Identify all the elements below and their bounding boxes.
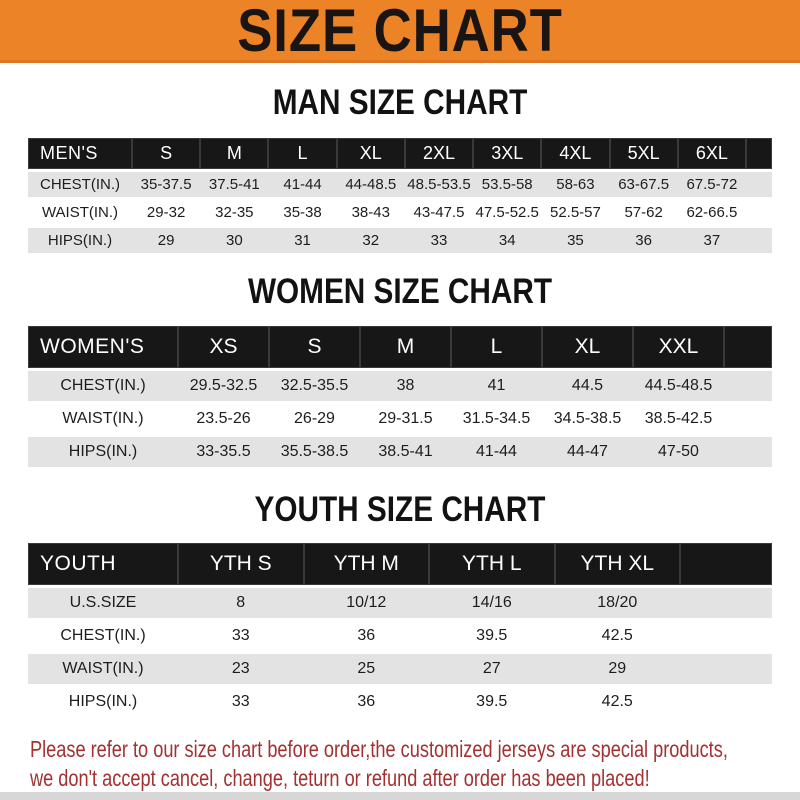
- size-value-cell: 27: [429, 654, 555, 684]
- size-column-header: 6XL: [678, 138, 746, 169]
- size-value-cell: 58-63: [541, 172, 609, 197]
- size-value-cell: 23: [178, 654, 304, 684]
- size-value-cell: 37: [678, 228, 746, 253]
- size-value-cell: 34: [473, 228, 541, 253]
- row-filler: [680, 687, 772, 717]
- women-size-chart-section: [0, 272, 800, 469]
- table-header-label: WOMEN'S: [28, 326, 178, 368]
- row-filler: [680, 621, 772, 651]
- size-value-cell: 29.5-32.5: [178, 371, 269, 401]
- row-label: WAIST(IN.): [28, 404, 178, 434]
- measurement-row: [28, 371, 772, 401]
- size-column-header: XS: [178, 326, 269, 368]
- size-column-header: 2XL: [405, 138, 473, 169]
- women-size-chart-heading: WOMEN SIZE CHART: [247, 272, 553, 312]
- size-value-cell: 38.5-41: [360, 437, 451, 467]
- size-value-cell: 32: [337, 228, 405, 253]
- row-filler: [680, 588, 772, 618]
- row-filler: [680, 654, 772, 684]
- row-filler: [746, 200, 772, 225]
- size-column-header: L: [268, 138, 336, 169]
- size-column-header: S: [269, 326, 360, 368]
- size-value-cell: 41-44: [451, 437, 542, 467]
- size-value-cell: 41: [451, 371, 542, 401]
- size-value-cell: 36: [610, 228, 678, 253]
- table-header-label: YOUTH: [28, 543, 178, 585]
- measurement-row: [28, 172, 772, 197]
- size-value-cell: 44-47: [542, 437, 633, 467]
- row-label: WAIST(IN.): [28, 654, 178, 684]
- footer-line-2: we don't accept cancel, change, teturn or refund after order has been placed!: [30, 764, 650, 791]
- size-value-cell: 38-43: [337, 200, 405, 225]
- size-column-header: XL: [337, 138, 405, 169]
- size-column-header: YTH L: [429, 543, 555, 585]
- size-value-cell: 29-31.5: [360, 404, 451, 434]
- size-column-header: 3XL: [473, 138, 541, 169]
- size-column-header: XL: [542, 326, 633, 368]
- row-label: U.S.SIZE: [28, 588, 178, 618]
- size-value-cell: 31.5-34.5: [451, 404, 542, 434]
- size-value-cell: 47.5-52.5: [473, 200, 541, 225]
- measurement-row: [28, 437, 772, 467]
- size-value-cell: 30: [200, 228, 268, 253]
- man-size-chart-section: [0, 83, 800, 256]
- size-value-cell: 29-32: [132, 200, 200, 225]
- row-filler: [746, 228, 772, 253]
- size-value-cell: 33: [178, 687, 304, 717]
- size-value-cell: 35: [541, 228, 609, 253]
- size-column-header: M: [200, 138, 268, 169]
- size-chart-banner: [0, 0, 800, 63]
- row-label: CHEST(IN.): [28, 172, 132, 197]
- size-value-cell: 31: [268, 228, 336, 253]
- header-filler: [746, 138, 772, 169]
- size-column-header: YTH M: [304, 543, 430, 585]
- size-value-cell: 44.5: [542, 371, 633, 401]
- size-value-cell: 36: [304, 621, 430, 651]
- size-value-cell: 26-29: [269, 404, 360, 434]
- size-column-header: 5XL: [610, 138, 678, 169]
- size-value-cell: 23.5-26: [178, 404, 269, 434]
- size-value-cell: 35-38: [268, 200, 336, 225]
- size-table-header-row: [28, 138, 772, 169]
- row-label: HIPS(IN.): [28, 687, 178, 717]
- size-value-cell: 34.5-38.5: [542, 404, 633, 434]
- youth-size-chart-heading: YOUTH SIZE CHART: [254, 489, 546, 529]
- size-value-cell: 33-35.5: [178, 437, 269, 467]
- size-value-cell: 57-62: [610, 200, 678, 225]
- size-column-header: XXL: [633, 326, 724, 368]
- measurement-row: [28, 404, 772, 434]
- row-label: HIPS(IN.): [28, 228, 132, 253]
- size-value-cell: 44-48.5: [337, 172, 405, 197]
- size-value-cell: 18/20: [555, 588, 681, 618]
- size-value-cell: 53.5-58: [473, 172, 541, 197]
- size-value-cell: 38: [360, 371, 451, 401]
- row-label: WAIST(IN.): [28, 200, 132, 225]
- size-column-header: S: [132, 138, 200, 169]
- size-value-cell: 67.5-72: [678, 172, 746, 197]
- row-filler: [724, 371, 772, 401]
- size-column-header: YTH XL: [555, 543, 681, 585]
- women-size-table: [28, 323, 772, 470]
- size-value-cell: 44.5-48.5: [633, 371, 724, 401]
- size-value-cell: 14/16: [429, 588, 555, 618]
- man-size-table: [28, 135, 772, 256]
- size-value-cell: 29: [555, 654, 681, 684]
- size-value-cell: 63-67.5: [610, 172, 678, 197]
- size-table-header-row: [28, 543, 772, 585]
- footer-line-1: Please refer to our size chart before order,the customized jerseys are special products,: [30, 735, 728, 762]
- size-column-header: 4XL: [541, 138, 609, 169]
- size-value-cell: 41-44: [268, 172, 336, 197]
- size-table-header-row: [28, 326, 772, 368]
- size-value-cell: 32-35: [200, 200, 268, 225]
- footer-note: [0, 736, 800, 791]
- row-filler: [746, 172, 772, 197]
- size-value-cell: 25: [304, 654, 430, 684]
- measurement-row: [28, 687, 772, 717]
- header-filler: [680, 543, 772, 585]
- size-value-cell: 39.5: [429, 621, 555, 651]
- row-filler: [724, 404, 772, 434]
- size-value-cell: 38.5-42.5: [633, 404, 724, 434]
- measurement-row: [28, 200, 772, 225]
- youth-size-table: [28, 540, 772, 720]
- size-value-cell: 43-47.5: [405, 200, 473, 225]
- size-value-cell: 39.5: [429, 687, 555, 717]
- size-value-cell: 35-37.5: [132, 172, 200, 197]
- row-label: CHEST(IN.): [28, 621, 178, 651]
- size-value-cell: 42.5: [555, 687, 681, 717]
- size-value-cell: 42.5: [555, 621, 681, 651]
- size-value-cell: 62-66.5: [678, 200, 746, 225]
- size-value-cell: 36: [304, 687, 430, 717]
- size-value-cell: 47-50: [633, 437, 724, 467]
- measurement-row: [28, 621, 772, 651]
- measurement-row: [28, 588, 772, 618]
- table-header-label: MEN'S: [28, 138, 132, 169]
- measurement-row: [28, 654, 772, 684]
- size-value-cell: 33: [405, 228, 473, 253]
- man-size-chart-heading: MAN SIZE CHART: [272, 83, 528, 122]
- size-value-cell: 32.5-35.5: [269, 371, 360, 401]
- header-filler: [724, 326, 772, 368]
- banner-title: SIZE CHART: [237, 0, 563, 64]
- size-column-header: YTH S: [178, 543, 304, 585]
- size-value-cell: 35.5-38.5: [269, 437, 360, 467]
- size-value-cell: 8: [178, 588, 304, 618]
- row-label: HIPS(IN.): [28, 437, 178, 467]
- size-value-cell: 48.5-53.5: [405, 172, 473, 197]
- size-value-cell: 52.5-57: [541, 200, 609, 225]
- row-label: CHEST(IN.): [28, 371, 178, 401]
- row-filler: [724, 437, 772, 467]
- size-value-cell: 33: [178, 621, 304, 651]
- bottom-edge-strip: [0, 792, 800, 800]
- size-column-header: M: [360, 326, 451, 368]
- size-column-header: L: [451, 326, 542, 368]
- youth-size-chart-section: [0, 490, 800, 720]
- size-value-cell: 37.5-41: [200, 172, 268, 197]
- size-value-cell: 29: [132, 228, 200, 253]
- size-value-cell: 10/12: [304, 588, 430, 618]
- measurement-row: [28, 228, 772, 253]
